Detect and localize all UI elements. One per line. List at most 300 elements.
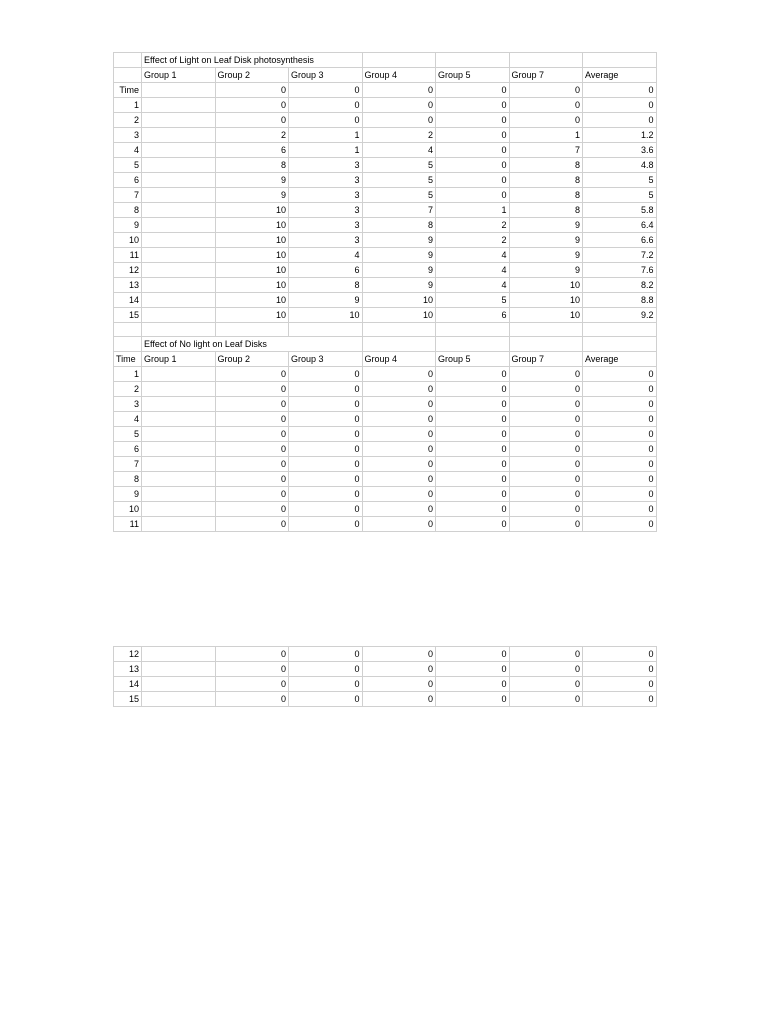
time-header: Time xyxy=(114,352,142,367)
time-cell: 3 xyxy=(114,397,142,412)
empty-cell xyxy=(509,337,583,352)
value-cell: 0 xyxy=(362,647,436,662)
value-cell: 0 xyxy=(362,457,436,472)
value-cell: 10 xyxy=(215,278,289,293)
value-cell xyxy=(142,472,216,487)
empty-cell xyxy=(509,323,583,337)
value-cell: 0 xyxy=(215,647,289,662)
value-cell: 10 xyxy=(289,308,363,323)
value-cell: 0 xyxy=(215,502,289,517)
value-cell: 0 xyxy=(289,692,363,707)
value-cell: 0 xyxy=(362,487,436,502)
value-cell: 8 xyxy=(509,203,583,218)
value-cell xyxy=(142,263,216,278)
value-cell: 6 xyxy=(436,308,510,323)
time-cell: 10 xyxy=(114,502,142,517)
time-cell: 5 xyxy=(114,427,142,442)
time-cell: 15 xyxy=(114,308,142,323)
value-cell: 0 xyxy=(509,113,583,128)
time-cell: 1 xyxy=(114,98,142,113)
value-cell: 0 xyxy=(289,397,363,412)
column-header: Group 7 xyxy=(509,68,583,83)
time-cell: 2 xyxy=(114,382,142,397)
table-row xyxy=(114,502,657,517)
value-cell: 0 xyxy=(436,662,510,677)
table-row xyxy=(114,367,657,382)
value-cell: 0 xyxy=(215,83,289,98)
value-cell: 0 xyxy=(289,517,363,532)
value-cell xyxy=(142,502,216,517)
value-cell xyxy=(142,128,216,143)
time-cell: 12 xyxy=(114,647,142,662)
value-cell: 0 xyxy=(289,113,363,128)
time-cell: 14 xyxy=(114,293,142,308)
empty-cell xyxy=(583,323,657,337)
empty-cell xyxy=(436,323,510,337)
value-cell: 0 xyxy=(436,412,510,427)
value-cell: 0 xyxy=(289,442,363,457)
column-header: Average xyxy=(583,68,657,83)
empty-cell xyxy=(114,323,142,337)
value-cell xyxy=(142,143,216,158)
table-row xyxy=(114,143,657,158)
column-header: Group 4 xyxy=(362,68,436,83)
value-cell xyxy=(142,188,216,203)
value-cell xyxy=(142,173,216,188)
value-cell: 0 xyxy=(436,382,510,397)
time-cell: 6 xyxy=(114,173,142,188)
value-cell: 0 xyxy=(583,442,657,457)
value-cell: 0 xyxy=(583,367,657,382)
value-cell: 9 xyxy=(362,263,436,278)
table-row xyxy=(114,677,657,692)
value-cell: 0 xyxy=(215,517,289,532)
value-cell: 6.4 xyxy=(583,218,657,233)
value-cell: 0 xyxy=(215,442,289,457)
dark-table-title-row xyxy=(114,337,657,352)
value-cell: 0 xyxy=(509,677,583,692)
time-cell: 2 xyxy=(114,113,142,128)
table-row xyxy=(114,158,657,173)
value-cell: 0 xyxy=(436,692,510,707)
value-cell: 0 xyxy=(289,457,363,472)
table-row xyxy=(114,692,657,707)
time-cell: 10 xyxy=(114,233,142,248)
value-cell: 4 xyxy=(436,248,510,263)
spreadsheet-continued-body xyxy=(114,647,657,707)
value-cell: 0 xyxy=(436,427,510,442)
value-cell: 0 xyxy=(583,472,657,487)
value-cell: 10 xyxy=(509,278,583,293)
value-cell xyxy=(142,248,216,263)
column-header: Group 5 xyxy=(436,68,510,83)
value-cell: 0 xyxy=(583,487,657,502)
value-cell: 0 xyxy=(583,382,657,397)
table-row xyxy=(114,188,657,203)
value-cell: 8.8 xyxy=(583,293,657,308)
value-cell: 0 xyxy=(289,382,363,397)
value-cell xyxy=(142,692,216,707)
table-row xyxy=(114,427,657,442)
value-cell xyxy=(142,662,216,677)
value-cell: 0 xyxy=(436,158,510,173)
time-cell: 11 xyxy=(114,248,142,263)
value-cell: 0 xyxy=(362,367,436,382)
value-cell: 0 xyxy=(436,472,510,487)
table-row xyxy=(114,442,657,457)
value-cell xyxy=(142,367,216,382)
value-cell: 4 xyxy=(289,248,363,263)
value-cell: 8 xyxy=(215,158,289,173)
value-cell xyxy=(142,442,216,457)
value-cell: 0 xyxy=(215,487,289,502)
value-cell: 0 xyxy=(583,412,657,427)
value-cell xyxy=(142,203,216,218)
value-cell: 3 xyxy=(289,233,363,248)
spreadsheet-table xyxy=(113,52,657,532)
value-cell: 4 xyxy=(436,278,510,293)
value-cell: 9 xyxy=(289,293,363,308)
value-cell: 0 xyxy=(436,487,510,502)
value-cell: 0 xyxy=(583,517,657,532)
value-cell: 1.2 xyxy=(583,128,657,143)
time-cell: 11 xyxy=(114,517,142,532)
value-cell: 0 xyxy=(289,367,363,382)
table-row xyxy=(114,173,657,188)
value-cell: 7 xyxy=(509,143,583,158)
value-cell: 9 xyxy=(215,188,289,203)
empty-cell xyxy=(362,53,436,68)
value-cell: 10 xyxy=(215,293,289,308)
table-row xyxy=(114,278,657,293)
value-cell: 0 xyxy=(362,98,436,113)
value-cell xyxy=(142,98,216,113)
value-cell: 2 xyxy=(436,233,510,248)
light-table-title-row xyxy=(114,53,657,68)
value-cell: 0 xyxy=(583,692,657,707)
empty-cell xyxy=(142,323,216,337)
value-cell: 2 xyxy=(362,128,436,143)
empty-row xyxy=(114,323,657,337)
value-cell: 0 xyxy=(583,427,657,442)
value-cell: 5 xyxy=(362,188,436,203)
value-cell: 10 xyxy=(509,293,583,308)
table-row xyxy=(114,382,657,397)
value-cell: 5 xyxy=(436,293,510,308)
table-row xyxy=(114,203,657,218)
value-cell: 0 xyxy=(215,412,289,427)
value-cell: 0 xyxy=(362,382,436,397)
value-cell: 0 xyxy=(289,412,363,427)
value-cell: 8 xyxy=(509,188,583,203)
time-cell: 13 xyxy=(114,278,142,293)
empty-cell xyxy=(114,337,142,352)
value-cell: 5 xyxy=(362,173,436,188)
value-cell: 5 xyxy=(583,188,657,203)
column-header: Group 4 xyxy=(362,352,436,367)
value-cell: 9 xyxy=(362,248,436,263)
value-cell: 0 xyxy=(583,457,657,472)
empty-cell xyxy=(114,53,142,68)
value-cell: 0 xyxy=(509,83,583,98)
value-cell: 0 xyxy=(215,427,289,442)
value-cell: 0 xyxy=(436,457,510,472)
value-cell: 0 xyxy=(362,113,436,128)
value-cell xyxy=(142,427,216,442)
value-cell: 5 xyxy=(583,173,657,188)
value-cell: 1 xyxy=(289,143,363,158)
time-cell: 6 xyxy=(114,442,142,457)
table-row xyxy=(114,662,657,677)
value-cell: 0 xyxy=(289,98,363,113)
value-cell: 0 xyxy=(362,412,436,427)
value-cell: 10 xyxy=(215,218,289,233)
table-row xyxy=(114,113,657,128)
table-row xyxy=(114,472,657,487)
time-cell: 7 xyxy=(114,188,142,203)
value-cell: 1 xyxy=(289,128,363,143)
column-header: Average xyxy=(583,352,657,367)
value-cell: 4 xyxy=(362,143,436,158)
value-cell: 0 xyxy=(215,692,289,707)
value-cell: 0 xyxy=(583,113,657,128)
column-header: Group 3 xyxy=(289,352,363,367)
value-cell: 1 xyxy=(436,203,510,218)
table-row xyxy=(114,248,657,263)
table-row xyxy=(114,457,657,472)
value-cell: 6 xyxy=(215,143,289,158)
table-row xyxy=(114,487,657,502)
value-cell: 10 xyxy=(509,308,583,323)
value-cell: 10 xyxy=(215,233,289,248)
time-cell: 12 xyxy=(114,263,142,278)
header-row xyxy=(114,68,657,83)
value-cell: 8 xyxy=(509,158,583,173)
value-cell: 7.6 xyxy=(583,263,657,278)
table-row xyxy=(114,412,657,427)
table-row xyxy=(114,293,657,308)
value-cell: 0 xyxy=(215,397,289,412)
value-cell: 2 xyxy=(436,218,510,233)
value-cell: 0 xyxy=(215,457,289,472)
value-cell xyxy=(142,412,216,427)
value-cell: 0 xyxy=(509,487,583,502)
value-cell: 9 xyxy=(509,218,583,233)
value-cell: 0 xyxy=(436,128,510,143)
value-cell xyxy=(142,397,216,412)
value-cell: 0 xyxy=(509,457,583,472)
value-cell: 0 xyxy=(509,412,583,427)
empty-cell xyxy=(583,53,657,68)
table-row xyxy=(114,308,657,323)
value-cell: 0 xyxy=(436,677,510,692)
value-cell: 0 xyxy=(509,692,583,707)
value-cell: 0 xyxy=(436,113,510,128)
time-cell: 4 xyxy=(114,412,142,427)
empty-cell xyxy=(215,323,289,337)
value-cell: 0 xyxy=(509,502,583,517)
value-cell: 0 xyxy=(289,83,363,98)
value-cell: 0 xyxy=(509,427,583,442)
time-cell: 5 xyxy=(114,158,142,173)
table-row xyxy=(114,83,657,98)
value-cell: 0 xyxy=(583,397,657,412)
value-cell: 0 xyxy=(436,173,510,188)
value-cell: 3 xyxy=(289,218,363,233)
value-cell: 0 xyxy=(215,98,289,113)
empty-cell xyxy=(436,53,510,68)
value-cell: 0 xyxy=(509,382,583,397)
table-row xyxy=(114,263,657,278)
value-cell: 0 xyxy=(436,143,510,158)
empty-cell xyxy=(436,337,510,352)
value-cell xyxy=(142,218,216,233)
table-row xyxy=(114,233,657,248)
value-cell: 9 xyxy=(509,248,583,263)
time-cell: 8 xyxy=(114,472,142,487)
value-cell xyxy=(142,233,216,248)
value-cell xyxy=(142,308,216,323)
value-cell xyxy=(142,158,216,173)
value-cell: 1 xyxy=(509,128,583,143)
value-cell: 9.2 xyxy=(583,308,657,323)
value-cell xyxy=(142,677,216,692)
header-row xyxy=(114,352,657,367)
column-header: Group 3 xyxy=(289,68,363,83)
value-cell: 0 xyxy=(289,487,363,502)
value-cell: 7 xyxy=(362,203,436,218)
value-cell: 0 xyxy=(362,502,436,517)
value-cell: 0 xyxy=(583,647,657,662)
value-cell: 0 xyxy=(362,662,436,677)
value-cell: 8.2 xyxy=(583,278,657,293)
value-cell: 3.6 xyxy=(583,143,657,158)
time-cell: 4 xyxy=(114,143,142,158)
column-header: Group 2 xyxy=(215,68,289,83)
value-cell: 0 xyxy=(583,677,657,692)
value-cell: 0 xyxy=(436,502,510,517)
value-cell xyxy=(142,487,216,502)
value-cell: 0 xyxy=(362,472,436,487)
value-cell: 0 xyxy=(436,83,510,98)
table-row xyxy=(114,647,657,662)
empty-cell xyxy=(362,323,436,337)
value-cell: 0 xyxy=(215,472,289,487)
value-cell: 5.8 xyxy=(583,203,657,218)
time-cell: 9 xyxy=(114,487,142,502)
value-cell: 0 xyxy=(436,367,510,382)
time-cell: 9 xyxy=(114,218,142,233)
spreadsheet-body xyxy=(114,53,657,532)
table-row xyxy=(114,517,657,532)
value-cell: 0 xyxy=(215,662,289,677)
value-cell xyxy=(142,293,216,308)
value-cell: 10 xyxy=(215,248,289,263)
value-cell: 10 xyxy=(362,308,436,323)
value-cell xyxy=(142,517,216,532)
value-cell: 0 xyxy=(509,442,583,457)
column-header: Group 1 xyxy=(142,352,216,367)
empty-cell xyxy=(509,53,583,68)
value-cell: 0 xyxy=(289,427,363,442)
value-cell: 0 xyxy=(289,677,363,692)
value-cell: 8 xyxy=(362,218,436,233)
table-row xyxy=(114,98,657,113)
value-cell: 7.2 xyxy=(583,248,657,263)
value-cell: 3 xyxy=(289,203,363,218)
value-cell: 0 xyxy=(509,517,583,532)
time-cell: 8 xyxy=(114,203,142,218)
empty-cell xyxy=(114,68,142,83)
value-cell: 0 xyxy=(509,662,583,677)
column-header: Group 1 xyxy=(142,68,216,83)
value-cell: 0 xyxy=(215,677,289,692)
empty-cell xyxy=(362,337,436,352)
time-cell: 1 xyxy=(114,367,142,382)
value-cell: 0 xyxy=(436,98,510,113)
value-cell: 0 xyxy=(436,442,510,457)
column-header: Group 5 xyxy=(436,352,510,367)
value-cell: 0 xyxy=(362,397,436,412)
value-cell: 10 xyxy=(215,203,289,218)
value-cell: 0 xyxy=(509,98,583,113)
value-cell: 0 xyxy=(289,662,363,677)
value-cell xyxy=(142,382,216,397)
value-cell xyxy=(142,83,216,98)
value-cell: 0 xyxy=(289,502,363,517)
value-cell: 0 xyxy=(509,472,583,487)
value-cell: 0 xyxy=(362,692,436,707)
value-cell: 0 xyxy=(215,367,289,382)
table-title: Effect of No light on Leaf Disks xyxy=(142,337,363,352)
table-row xyxy=(114,218,657,233)
value-cell: 0 xyxy=(289,647,363,662)
value-cell: 3 xyxy=(289,158,363,173)
value-cell: 8 xyxy=(509,173,583,188)
value-cell: 0 xyxy=(583,502,657,517)
value-cell xyxy=(142,278,216,293)
value-cell: 0 xyxy=(362,83,436,98)
value-cell: 6 xyxy=(289,263,363,278)
value-cell: 3 xyxy=(289,188,363,203)
value-cell: 0 xyxy=(362,427,436,442)
value-cell xyxy=(142,113,216,128)
table-row xyxy=(114,128,657,143)
value-cell: 0 xyxy=(583,83,657,98)
value-cell: 8 xyxy=(289,278,363,293)
time-cell: 13 xyxy=(114,662,142,677)
value-cell: 0 xyxy=(215,382,289,397)
time-cell: 15 xyxy=(114,692,142,707)
value-cell: 2 xyxy=(215,128,289,143)
table-row xyxy=(114,397,657,412)
empty-cell xyxy=(289,323,363,337)
value-cell: 0 xyxy=(436,647,510,662)
value-cell: 6.6 xyxy=(583,233,657,248)
value-cell: 9 xyxy=(509,263,583,278)
value-cell: 0 xyxy=(509,367,583,382)
value-cell: 0 xyxy=(583,98,657,113)
column-header: Group 7 xyxy=(509,352,583,367)
value-cell: 0 xyxy=(362,677,436,692)
value-cell: 9 xyxy=(215,173,289,188)
time-cell: 7 xyxy=(114,457,142,472)
empty-cell xyxy=(583,337,657,352)
value-cell: 0 xyxy=(362,442,436,457)
time-cell: 3 xyxy=(114,128,142,143)
value-cell: 0 xyxy=(583,662,657,677)
table-title: Effect of Light on Leaf Disk photosynthesis xyxy=(142,53,363,68)
